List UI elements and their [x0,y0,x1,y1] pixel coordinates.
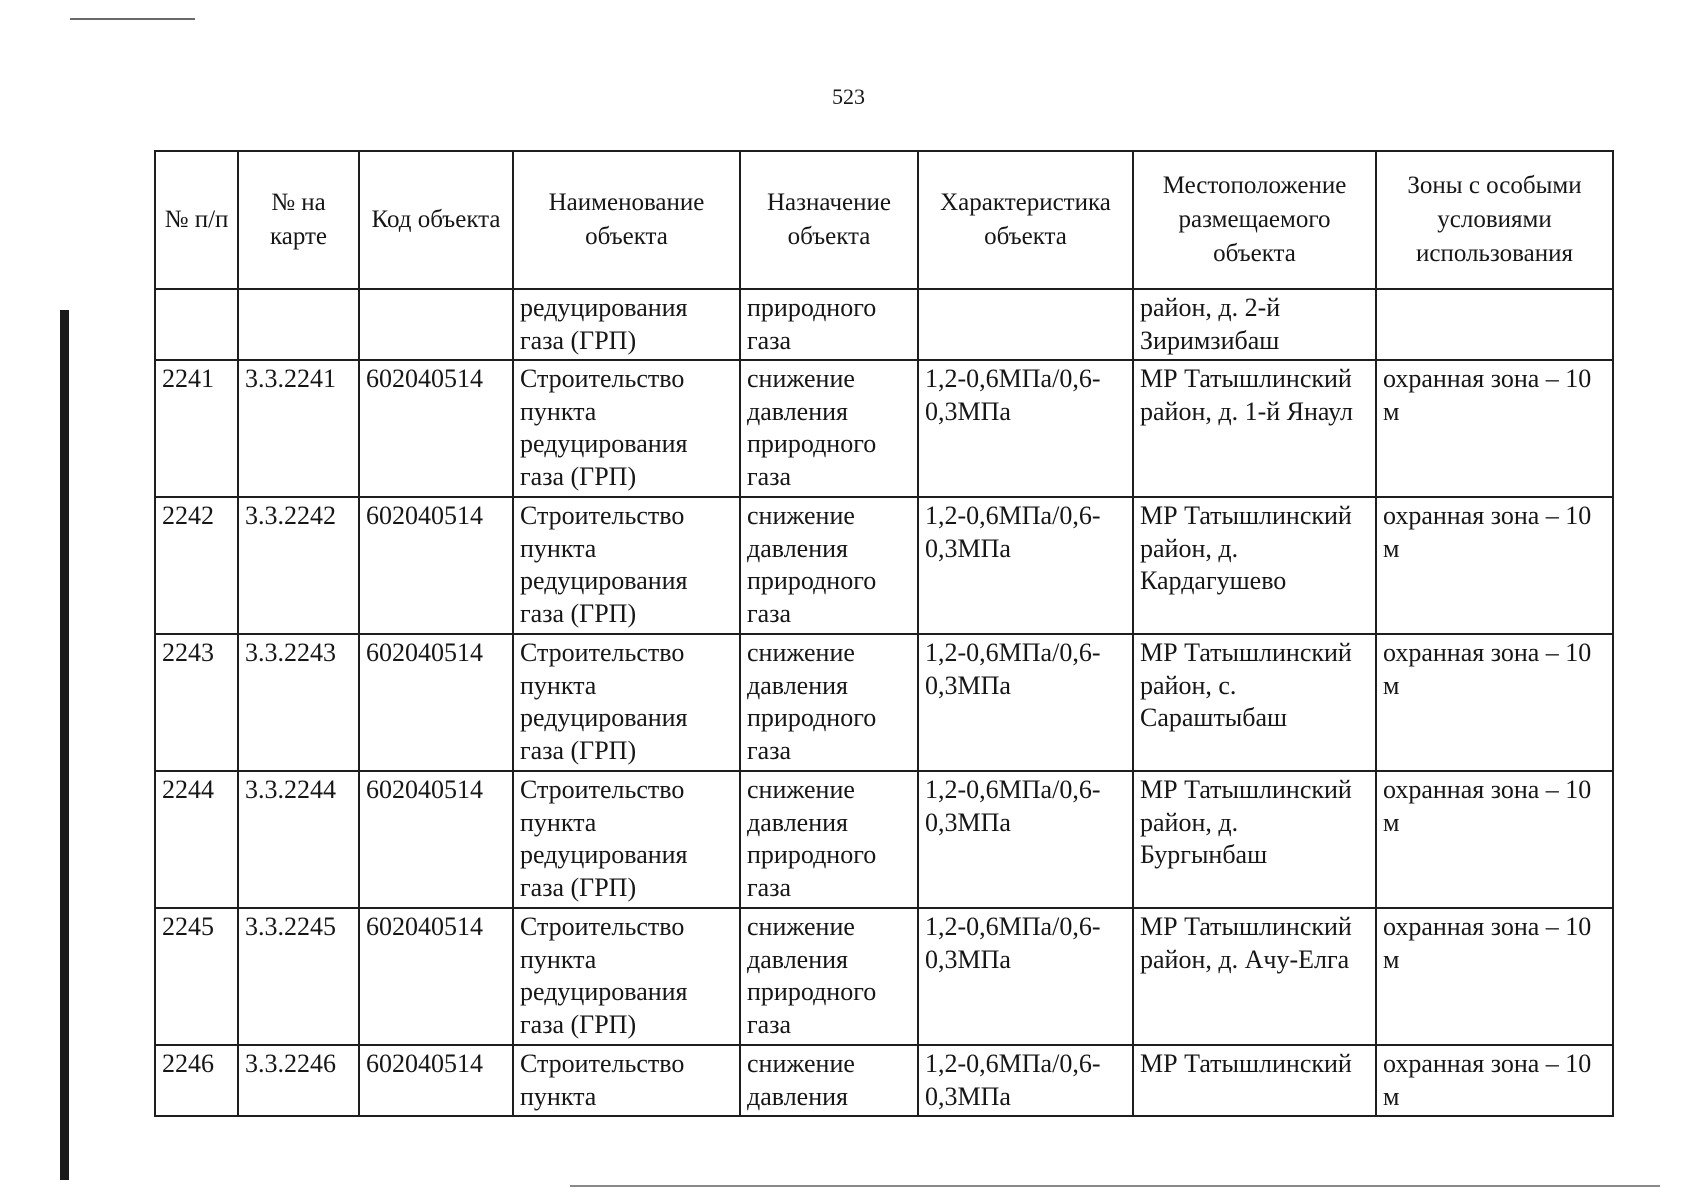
cell-row-number: 2243 [155,634,238,771]
cell-object-code: 602040514 [359,634,513,771]
header-object-characteristics: Характеристика объекта [918,151,1133,289]
table-header-row [155,151,1613,289]
cell-special-zones: охранная зона – 10 м [1376,497,1613,634]
cell-object-location: МР Татышлинский [1133,1045,1376,1116]
cell-map-number: 3.3.2246 [238,1045,359,1116]
cell-object-characteristics: 1,2-0,6МПа/0,6-0,3МПа [918,771,1133,908]
cell-object-code [359,289,513,360]
cell-object-name: Строительство пункта [513,1045,740,1116]
cell-special-zones: охранная зона – 10 м [1376,908,1613,1045]
cell-object-characteristics: 1,2-0,6МПа/0,6-0,3МПа [918,634,1133,771]
cell-object-location: МР Татышлинский район, с. Сараштыбаш [1133,634,1376,771]
cell-object-characteristics: 1,2-0,6МПа/0,6-0,3МПа [918,908,1133,1045]
cell-object-location: МР Татышлинский район, д. 1-й Янаул [1133,360,1376,497]
header-object-location: Местоположение размещаемого объекта [1133,151,1376,289]
table-row [155,908,1613,1045]
cell-row-number: 2244 [155,771,238,908]
cell-object-characteristics: 1,2-0,6МПа/0,6-0,3МПа [918,1045,1133,1116]
cell-object-location: МР Татышлинский район, д. Ачу-Елга [1133,908,1376,1045]
cell-special-zones [1376,289,1613,360]
cell-object-code: 602040514 [359,1045,513,1116]
cell-special-zones: охранная зона – 10 м [1376,771,1613,908]
cell-row-number: 2241 [155,360,238,497]
cell-object-name: Строительство пункта редуцирования газа (ГРП) [513,771,740,908]
cell-object-purpose: снижение давления природного газа [740,771,918,908]
scan-edge-bar-left [60,310,69,1180]
table-row [155,1045,1613,1116]
cell-object-code: 602040514 [359,771,513,908]
table-row [155,497,1613,634]
table-row [155,360,1613,497]
cell-row-number: 2242 [155,497,238,634]
cell-object-code: 602040514 [359,497,513,634]
cell-special-zones: охранная зона – 10 м [1376,634,1613,771]
cell-map-number: 3.3.2244 [238,771,359,908]
cell-map-number [238,289,359,360]
header-map-number: № на карте [238,151,359,289]
scan-edge-line-bottom [570,1185,1660,1187]
cell-object-location: МР Татышлинский район, д. Бургынбаш [1133,771,1376,908]
cell-special-zones: охранная зона – 10 м [1376,1045,1613,1116]
header-object-name: Наименование объекта [513,151,740,289]
cell-object-location: район, д. 2-й Зиримзибаш [1133,289,1376,360]
cell-map-number: 3.3.2245 [238,908,359,1045]
header-object-purpose: Назначение объекта [740,151,918,289]
cell-object-purpose: снижение давления [740,1045,918,1116]
table-row-continuation [155,289,1613,360]
cell-object-characteristics: 1,2-0,6МПа/0,6-0,3МПа [918,360,1133,497]
cell-object-purpose: снижение давления природного газа [740,360,918,497]
cell-object-location: МР Татышлинский район, д. Кардагушево [1133,497,1376,634]
cell-map-number: 3.3.2242 [238,497,359,634]
cell-object-purpose: снижение давления природного газа [740,634,918,771]
cell-object-name: редуцирования газа (ГРП) [513,289,740,360]
cell-object-name: Строительство пункта редуцирования газа (ГРП) [513,360,740,497]
cell-map-number: 3.3.2243 [238,634,359,771]
header-row-number: № п/п [155,151,238,289]
scan-edge-line-top [70,18,195,20]
cell-object-name: Строительство пункта редуцирования газа (ГРП) [513,908,740,1045]
cell-object-code: 602040514 [359,360,513,497]
cell-object-purpose: природного газа [740,289,918,360]
table-row [155,771,1613,908]
cell-object-purpose: снижение давления природного газа [740,908,918,1045]
page-number: 523 [832,84,865,109]
cell-row-number [155,289,238,360]
cell-object-name: Строительство пункта редуцирования газа (ГРП) [513,497,740,634]
header-object-code: Код объекта [359,151,513,289]
cell-object-purpose: снижение давления природного газа [740,497,918,634]
table-row [155,634,1613,771]
cell-map-number: 3.3.2241 [238,360,359,497]
objects-table [154,150,1614,1117]
cell-object-characteristics: 1,2-0,6МПа/0,6-0,3МПа [918,497,1133,634]
cell-object-code: 602040514 [359,908,513,1045]
cell-object-characteristics [918,289,1133,360]
header-special-zones: Зоны с особыми условиями использования [1376,151,1613,289]
cell-object-name: Строительство пункта редуцирования газа (ГРП) [513,634,740,771]
cell-row-number: 2245 [155,908,238,1045]
cell-row-number: 2246 [155,1045,238,1116]
cell-special-zones: охранная зона – 10 м [1376,360,1613,497]
